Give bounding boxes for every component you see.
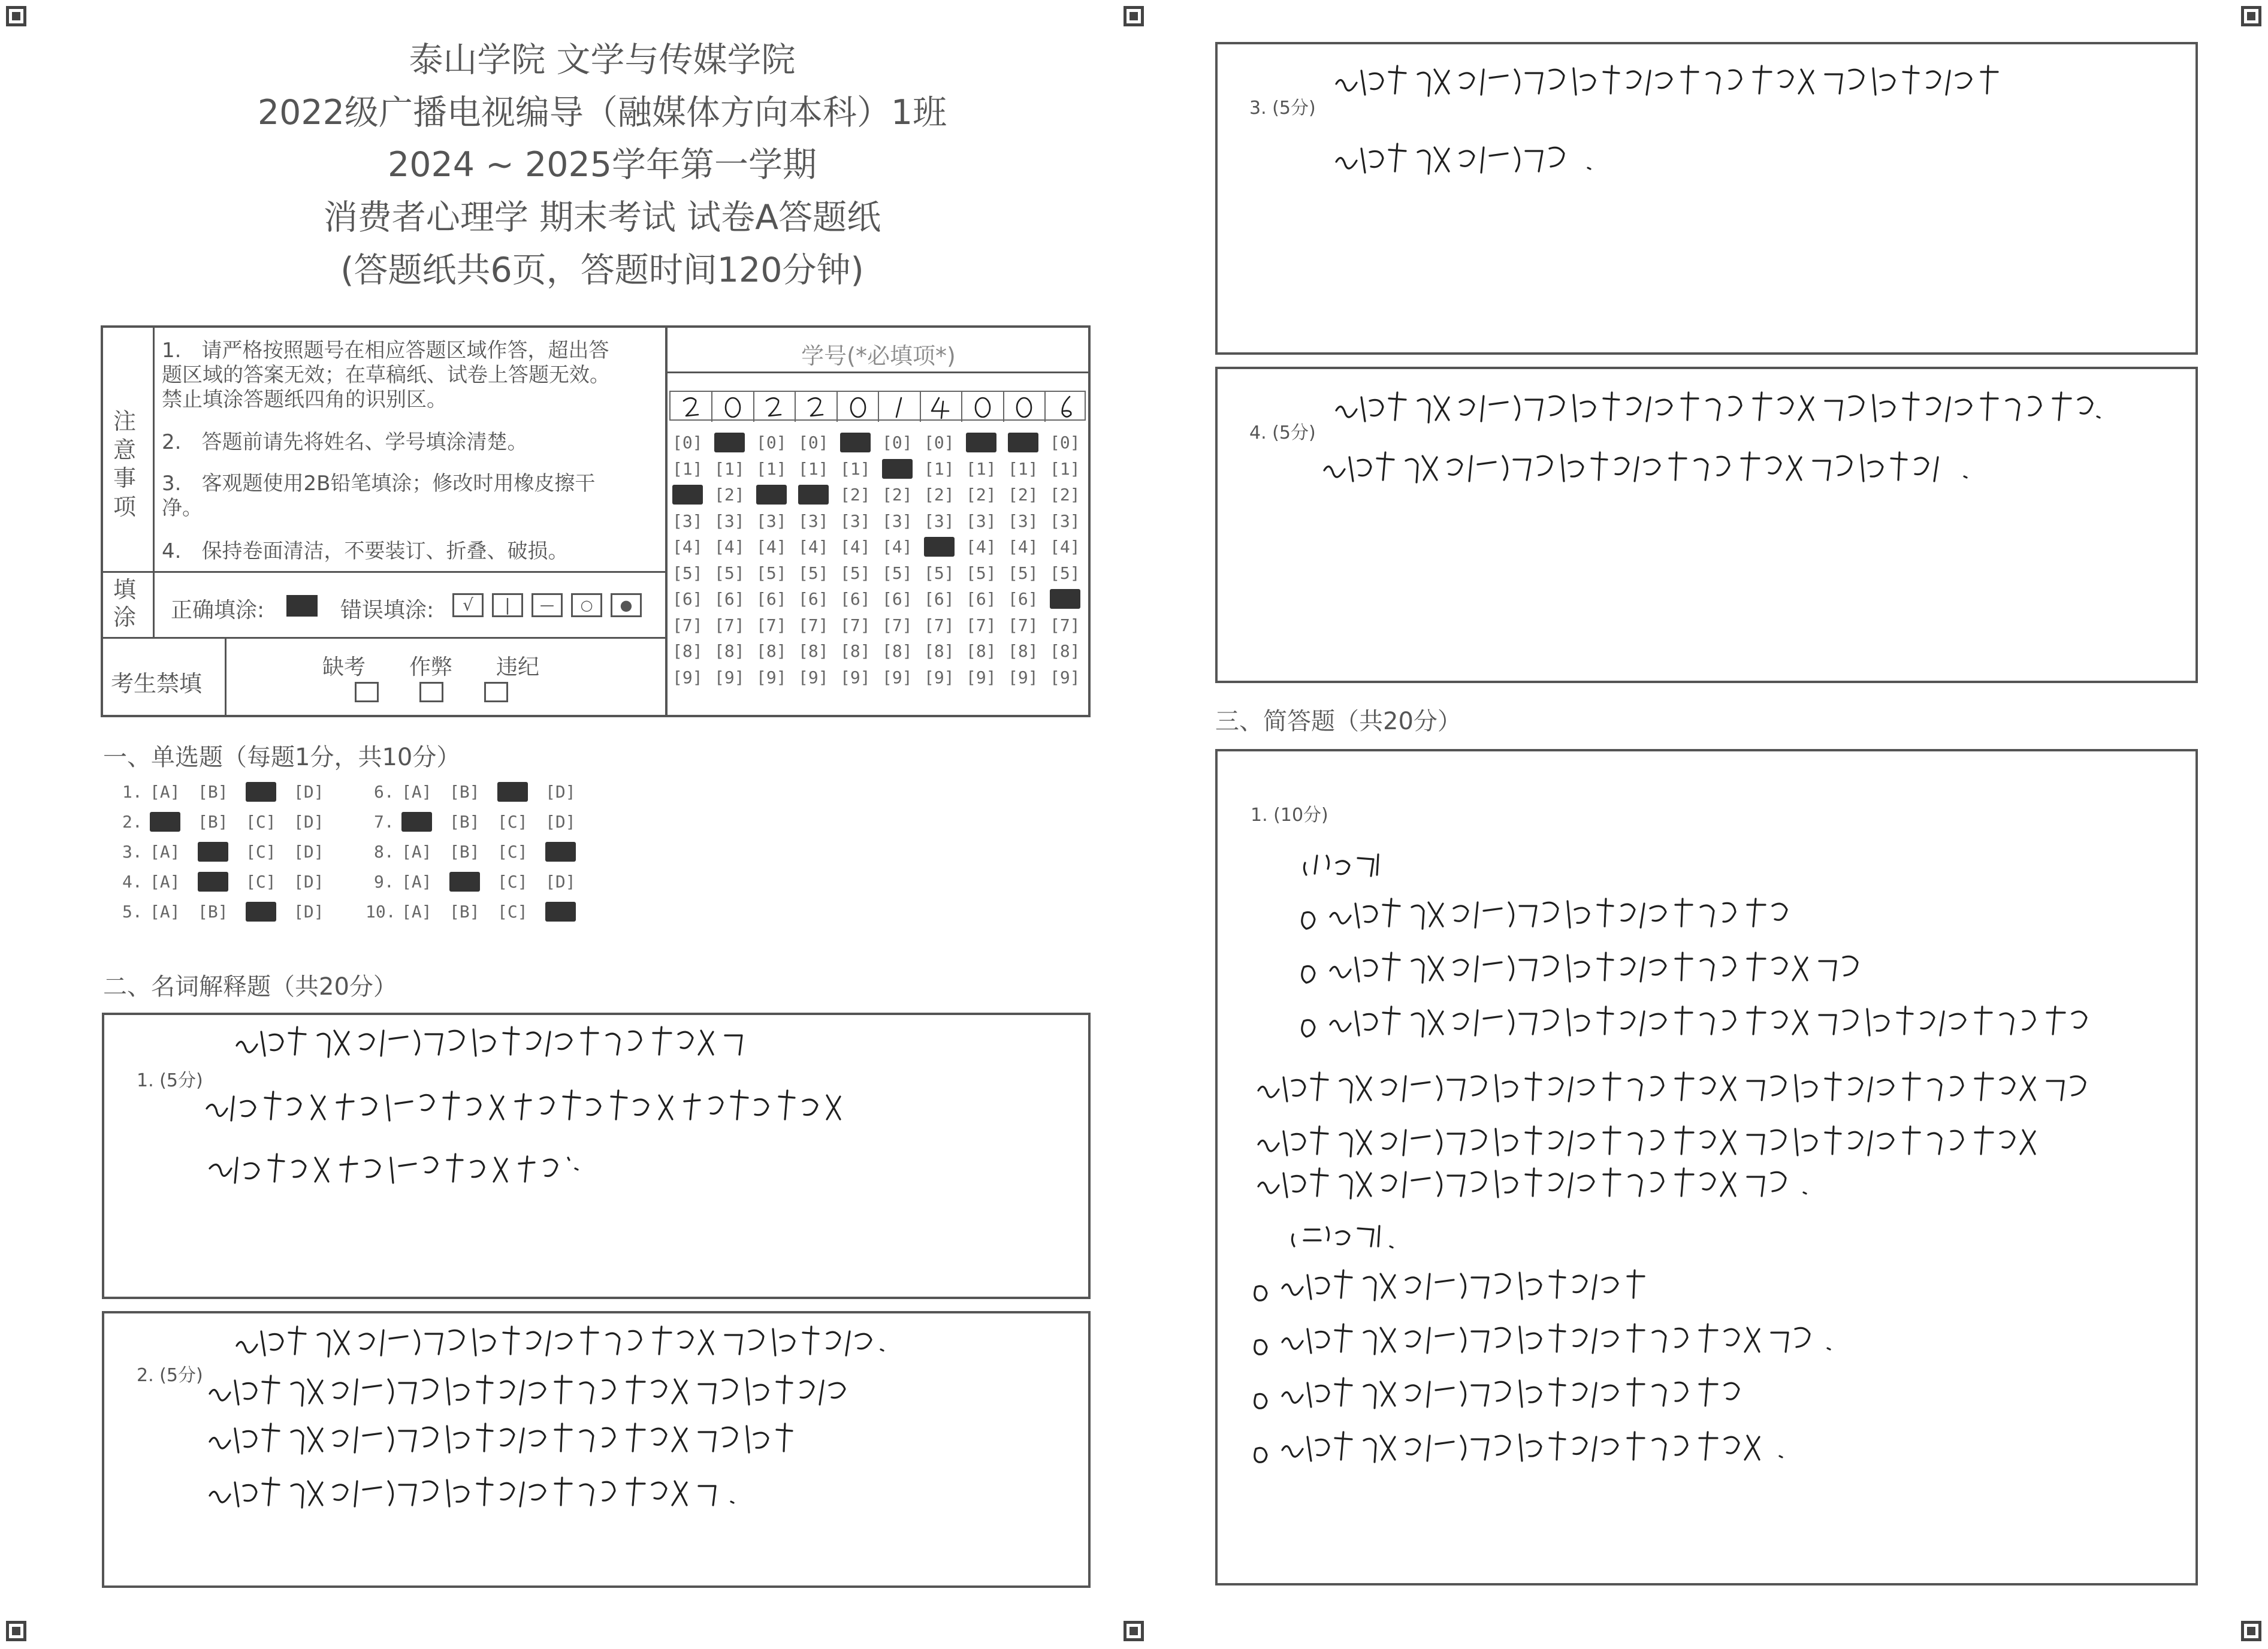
student-id-bubble[interactable]: [3] bbox=[714, 511, 745, 531]
choice-bubble[interactable] bbox=[545, 902, 576, 922]
term-4-label: 4. (5分) bbox=[1249, 422, 1316, 443]
student-id-bubble[interactable] bbox=[966, 433, 996, 452]
corner-marker-bottom-left bbox=[6, 1621, 26, 1641]
question-number: 2. bbox=[122, 812, 143, 832]
student-id-bubble[interactable]: [2] bbox=[924, 485, 955, 505]
choice-bubble[interactable]: [B] bbox=[198, 782, 228, 802]
student-id-bubble[interactable]: [1] bbox=[672, 458, 703, 479]
notice-divider bbox=[101, 571, 666, 573]
student-id-bubble[interactable]: [3] bbox=[1050, 511, 1080, 531]
student-id-bubble[interactable]: [5] bbox=[1050, 563, 1080, 583]
student-id-bubble[interactable]: [0] bbox=[882, 433, 913, 452]
class-title: 2022级广播电视编导（融媒体方向本科）1班 bbox=[257, 93, 947, 132]
student-id-bubble[interactable]: [9] bbox=[1008, 667, 1038, 687]
student-id-bubble[interactable]: [5] bbox=[714, 563, 745, 583]
student-id-bubble[interactable]: [9] bbox=[798, 667, 829, 687]
student-id-bubble[interactable]: [1] bbox=[924, 458, 955, 479]
student-id-bubble[interactable]: [4] bbox=[1050, 537, 1080, 557]
student-id-bubble[interactable]: [3] bbox=[924, 511, 955, 531]
choice-bubble[interactable]: [C] bbox=[246, 812, 276, 832]
term-title: 2024 ~ 2025学年第一学期 bbox=[387, 145, 817, 185]
info-table-divider bbox=[665, 325, 668, 717]
choice-bubble[interactable]: [A] bbox=[401, 782, 432, 802]
choice-bubble[interactable]: [D] bbox=[294, 782, 324, 802]
choice-bubble[interactable]: [D] bbox=[294, 902, 324, 922]
choice-bubble[interactable] bbox=[545, 842, 576, 862]
single-choice-grid[interactable] bbox=[114, 782, 593, 938]
student-id-bubble[interactable]: [0] bbox=[924, 433, 955, 452]
choice-bubble[interactable]: [C] bbox=[497, 872, 528, 892]
student-id-bubble[interactable]: [6] bbox=[714, 589, 745, 609]
choice-bubble[interactable]: [A] bbox=[401, 902, 432, 922]
student-id-bubble[interactable]: [5] bbox=[1008, 563, 1038, 583]
student-id-bubble[interactable] bbox=[840, 433, 871, 452]
student-id-bubble[interactable]: [8] bbox=[756, 641, 787, 661]
student-id-bubble[interactable]: [6] bbox=[840, 589, 871, 609]
question-number: 9. bbox=[374, 872, 394, 892]
corner-marker-top-left bbox=[6, 6, 26, 26]
student-id-bubble[interactable]: [8] bbox=[1008, 641, 1038, 661]
student-id-bubble[interactable]: [8] bbox=[672, 641, 703, 661]
student-id-bubble[interactable]: [4] bbox=[798, 537, 829, 557]
forbid-side-label: 考生禁填 bbox=[111, 671, 203, 697]
student-id-bubble[interactable]: [8] bbox=[798, 641, 829, 661]
choice-bubble[interactable] bbox=[449, 872, 480, 892]
student-id-bubble[interactable]: [8] bbox=[924, 641, 955, 661]
student-id-bubble[interactable]: [9] bbox=[1050, 667, 1080, 687]
term-1-label: 1. (5分) bbox=[137, 1070, 203, 1091]
student-id-bubble[interactable]: [4] bbox=[840, 537, 871, 557]
student-id-bubble[interactable]: [9] bbox=[714, 667, 745, 687]
notice-item-4: 4. 保持卷面清洁，不要装订、折叠、破损。 bbox=[162, 539, 569, 563]
student-id-digit-row bbox=[669, 391, 1086, 421]
choice-bubble[interactable]: [D] bbox=[294, 872, 324, 892]
student-id-bubble[interactable]: [6] bbox=[924, 589, 955, 609]
wrong-fill-sample: | bbox=[492, 593, 523, 617]
student-id-bubble[interactable]: [6] bbox=[882, 589, 913, 609]
student-id-bubble[interactable]: [3] bbox=[840, 511, 871, 531]
notice-item-2: 2. 答题前请先将姓名、学号填涂清楚。 bbox=[162, 430, 528, 454]
student-id-bubble[interactable]: [7] bbox=[672, 615, 703, 635]
student-id-bubble[interactable]: [7] bbox=[714, 615, 745, 635]
student-id-bubble[interactable] bbox=[882, 459, 913, 479]
student-id-bubble[interactable]: [6] bbox=[756, 589, 787, 609]
student-id-bubble[interactable] bbox=[672, 485, 703, 505]
wrong-fill-sample: √ bbox=[452, 593, 484, 617]
choice-bubble[interactable]: [B] bbox=[198, 902, 228, 922]
student-id-bubble[interactable]: [6] bbox=[672, 589, 703, 609]
wrong-fill-label: 错误填涂: bbox=[340, 598, 434, 623]
corner-marker-bottom-right bbox=[2241, 1621, 2261, 1641]
student-id-bubble[interactable]: [5] bbox=[966, 563, 996, 583]
cheat-checkbox[interactable] bbox=[419, 682, 443, 702]
student-id-bubble[interactable]: [5] bbox=[756, 563, 787, 583]
student-id-bubble[interactable] bbox=[714, 433, 745, 452]
student-id-bubble[interactable]: [3] bbox=[756, 511, 787, 531]
short-1-label: 1. (10分) bbox=[1251, 805, 1328, 826]
choice-bubble[interactable]: [A] bbox=[150, 782, 180, 802]
student-id-bubble[interactable] bbox=[798, 485, 829, 505]
choice-bubble[interactable] bbox=[246, 782, 276, 802]
student-id-bubble[interactable]: [6] bbox=[966, 589, 996, 609]
violation-checkbox[interactable] bbox=[484, 682, 508, 702]
student-id-bubble[interactable]: [0] bbox=[1050, 433, 1080, 452]
exam-note: (答题纸共6页，答题时间120分钟) bbox=[340, 250, 864, 290]
wrong-fill-samples bbox=[452, 593, 650, 620]
question-number: 8. bbox=[374, 842, 394, 862]
choice-bubble[interactable] bbox=[497, 782, 528, 802]
student-id-bubble[interactable]: [1] bbox=[756, 458, 787, 479]
student-id-bubble[interactable]: [1] bbox=[840, 458, 871, 479]
student-id-bubble[interactable]: [5] bbox=[672, 563, 703, 583]
choice-bubble[interactable]: [B] bbox=[449, 842, 480, 862]
section2-title: 二、名词解释题（共20分） bbox=[103, 973, 397, 1001]
student-id-bubble[interactable]: [8] bbox=[882, 641, 913, 661]
choice-bubble[interactable]: [A] bbox=[150, 872, 180, 892]
choice-bubble[interactable] bbox=[401, 812, 432, 832]
student-id-bubble[interactable]: [3] bbox=[882, 511, 913, 531]
student-id-bubble[interactable]: [6] bbox=[798, 589, 829, 609]
choice-bubble[interactable]: [C] bbox=[497, 812, 528, 832]
student-id-bubble-grid[interactable] bbox=[670, 433, 1089, 702]
student-id-bubble[interactable]: [9] bbox=[882, 667, 913, 687]
question-number: 7. bbox=[374, 812, 394, 832]
choice-bubble[interactable]: [B] bbox=[449, 902, 480, 922]
wrong-fill-sample: — bbox=[531, 593, 563, 617]
student-id-bubble[interactable]: [9] bbox=[756, 667, 787, 687]
term-3-label: 3. (5分) bbox=[1249, 98, 1316, 119]
student-id-bubble[interactable]: [4] bbox=[1008, 537, 1038, 557]
forbid-option-absent: 缺考 bbox=[322, 655, 366, 679]
student-id-bubble[interactable]: [2] bbox=[1050, 485, 1080, 505]
student-id-bubble[interactable]: [2] bbox=[840, 485, 871, 505]
school-title: 泰山学院 文学与传媒学院 bbox=[409, 40, 796, 80]
student-id-bubble[interactable]: [7] bbox=[966, 615, 996, 635]
student-id-bubble[interactable]: [8] bbox=[714, 641, 745, 661]
student-id-bubble[interactable] bbox=[1050, 589, 1080, 609]
student-id-bubble[interactable]: [3] bbox=[798, 511, 829, 531]
handwritten-answer-term-2 bbox=[108, 1316, 1085, 1585]
question-number: 4. bbox=[122, 872, 143, 892]
corner-marker-top-center bbox=[1124, 6, 1144, 26]
correct-fill-label: 正确填涂: bbox=[171, 598, 265, 623]
student-id-bubble[interactable]: [5] bbox=[882, 563, 913, 583]
student-id-bubble[interactable]: [9] bbox=[966, 667, 996, 687]
handwritten-answer-term-1 bbox=[108, 1019, 1085, 1294]
student-id-bubble[interactable]: [9] bbox=[840, 667, 871, 687]
student-id-label: 学号(*必填项*) bbox=[801, 343, 956, 369]
notice-side-label: 注意事项 bbox=[113, 408, 136, 520]
student-id-bubble[interactable]: [3] bbox=[672, 511, 703, 531]
choice-bubble[interactable]: [A] bbox=[401, 872, 432, 892]
handwritten-answer-short-1 bbox=[1246, 827, 2193, 1546]
student-id-bubble[interactable]: [7] bbox=[1008, 615, 1038, 635]
student-id-bubble[interactable]: [9] bbox=[672, 667, 703, 687]
student-id-bubble[interactable]: [8] bbox=[840, 641, 871, 661]
student-id-bubble[interactable]: [4] bbox=[882, 537, 913, 557]
fill-divider bbox=[101, 637, 666, 639]
student-id-bubble[interactable] bbox=[924, 537, 955, 557]
term-2-label: 2. (5分) bbox=[137, 1365, 203, 1386]
student-id-bubble[interactable]: [1] bbox=[966, 458, 996, 479]
handwritten-answer-term-3 bbox=[1318, 48, 2193, 204]
student-id-bubble[interactable]: [1] bbox=[1050, 458, 1080, 479]
choice-bubble[interactable]: [B] bbox=[449, 782, 480, 802]
notice-item-3: 3. 客观题使用2B铅笔填涂；修改时用橡皮擦干净。 bbox=[162, 472, 596, 520]
wrong-fill-sample: ● bbox=[611, 593, 642, 617]
choice-bubble[interactable] bbox=[198, 872, 228, 892]
student-id-bubble[interactable]: [2] bbox=[882, 485, 913, 505]
question-number: 3. bbox=[122, 842, 143, 862]
student-id-bubble[interactable]: [2] bbox=[714, 485, 745, 505]
student-id-bubble[interactable]: [2] bbox=[1008, 485, 1038, 505]
student-id-bubble[interactable]: [7] bbox=[798, 615, 829, 635]
choice-bubble[interactable]: [D] bbox=[545, 812, 576, 832]
question-number: 10. bbox=[366, 902, 396, 922]
correct-fill-sample bbox=[286, 595, 318, 617]
choice-bubble[interactable]: [A] bbox=[401, 842, 432, 862]
student-id-bubble[interactable]: [1] bbox=[714, 458, 745, 479]
student-id-bubble[interactable]: [2] bbox=[966, 485, 996, 505]
choice-bubble[interactable] bbox=[150, 812, 180, 832]
student-id-bubble[interactable]: [8] bbox=[1050, 641, 1080, 661]
student-id-bubble[interactable]: [1] bbox=[1008, 458, 1038, 479]
student-id-bubble[interactable]: [4] bbox=[966, 537, 996, 557]
notice-side-divider bbox=[153, 325, 155, 637]
forbid-option-violation: 违纪 bbox=[496, 655, 540, 679]
student-id-bubble[interactable]: [0] bbox=[672, 433, 703, 452]
student-id-header-line bbox=[666, 372, 1091, 373]
question-number: 5. bbox=[122, 902, 143, 922]
choice-bubble[interactable]: [D] bbox=[294, 812, 324, 832]
student-id-bubble[interactable]: [4] bbox=[714, 537, 745, 557]
student-id-bubble[interactable] bbox=[756, 485, 787, 505]
student-id-bubble[interactable]: [7] bbox=[882, 615, 913, 635]
section1-title: 一、单选题（每题1分，共10分） bbox=[103, 744, 461, 771]
notice-item-1: 1. 请严格按照题号在相应答题区域作答，超出答题区域的答案无效；在草稿纸、试卷上答题无效。禁止填涂答题纸四角的识别区。 bbox=[162, 339, 610, 412]
forbid-side-divider bbox=[225, 637, 227, 717]
handwritten-student-id bbox=[671, 392, 1087, 422]
choice-bubble[interactable]: [B] bbox=[198, 812, 228, 832]
choice-bubble[interactable]: [B] bbox=[449, 812, 480, 832]
absent-checkbox[interactable] bbox=[355, 682, 379, 702]
student-id-bubble[interactable]: [0] bbox=[798, 433, 829, 452]
choice-bubble[interactable]: [C] bbox=[246, 842, 276, 862]
student-id-bubble[interactable]: [1] bbox=[798, 458, 829, 479]
handwritten-answer-term-4 bbox=[1312, 375, 2193, 530]
choice-bubble[interactable]: [A] bbox=[150, 842, 180, 862]
question-number: 6. bbox=[374, 782, 394, 802]
student-id-bubble[interactable]: [3] bbox=[1008, 511, 1038, 531]
student-id-bubble[interactable]: [9] bbox=[924, 667, 955, 687]
choice-bubble[interactable]: [D] bbox=[545, 872, 576, 892]
choice-bubble[interactable]: [C] bbox=[497, 902, 528, 922]
wrong-fill-sample: ○ bbox=[571, 593, 602, 617]
student-id-bubble[interactable]: [8] bbox=[966, 641, 996, 661]
choice-bubble[interactable]: [C] bbox=[246, 872, 276, 892]
choice-bubble[interactable]: [A] bbox=[150, 902, 180, 922]
fill-side-label: 填涂 bbox=[113, 576, 136, 630]
student-id-bubble[interactable]: [3] bbox=[966, 511, 996, 531]
forbid-option-cheat: 作弊 bbox=[409, 655, 453, 679]
choice-bubble[interactable] bbox=[198, 842, 228, 862]
student-id-bubble[interactable]: [7] bbox=[1050, 615, 1080, 635]
choice-bubble[interactable] bbox=[246, 902, 276, 922]
choice-bubble[interactable]: [D] bbox=[545, 782, 576, 802]
student-id-bubble[interactable]: [5] bbox=[840, 563, 871, 583]
student-id-bubble[interactable]: [5] bbox=[924, 563, 955, 583]
exam-title: 消费者心理学 期末考试 试卷A答题纸 bbox=[323, 198, 881, 237]
student-id-bubble[interactable]: [4] bbox=[756, 537, 787, 557]
corner-marker-top-right bbox=[2241, 6, 2261, 26]
student-id-bubble[interactable]: [7] bbox=[924, 615, 955, 635]
student-id-bubble[interactable]: [7] bbox=[756, 615, 787, 635]
choice-bubble[interactable]: [D] bbox=[294, 842, 324, 862]
student-id-bubble[interactable]: [0] bbox=[756, 433, 787, 452]
student-id-bubble[interactable]: [5] bbox=[798, 563, 829, 583]
question-number: 1. bbox=[122, 782, 143, 802]
student-id-bubble[interactable] bbox=[1008, 433, 1038, 452]
choice-bubble[interactable]: [C] bbox=[497, 842, 528, 862]
student-id-bubble[interactable]: [6] bbox=[1008, 589, 1038, 609]
student-id-bubble[interactable]: [4] bbox=[672, 537, 703, 557]
section3-title: 三、简答题（共20分） bbox=[1215, 708, 1461, 735]
student-id-bubble[interactable]: [7] bbox=[840, 615, 871, 635]
corner-marker-bottom-center bbox=[1124, 1621, 1144, 1641]
